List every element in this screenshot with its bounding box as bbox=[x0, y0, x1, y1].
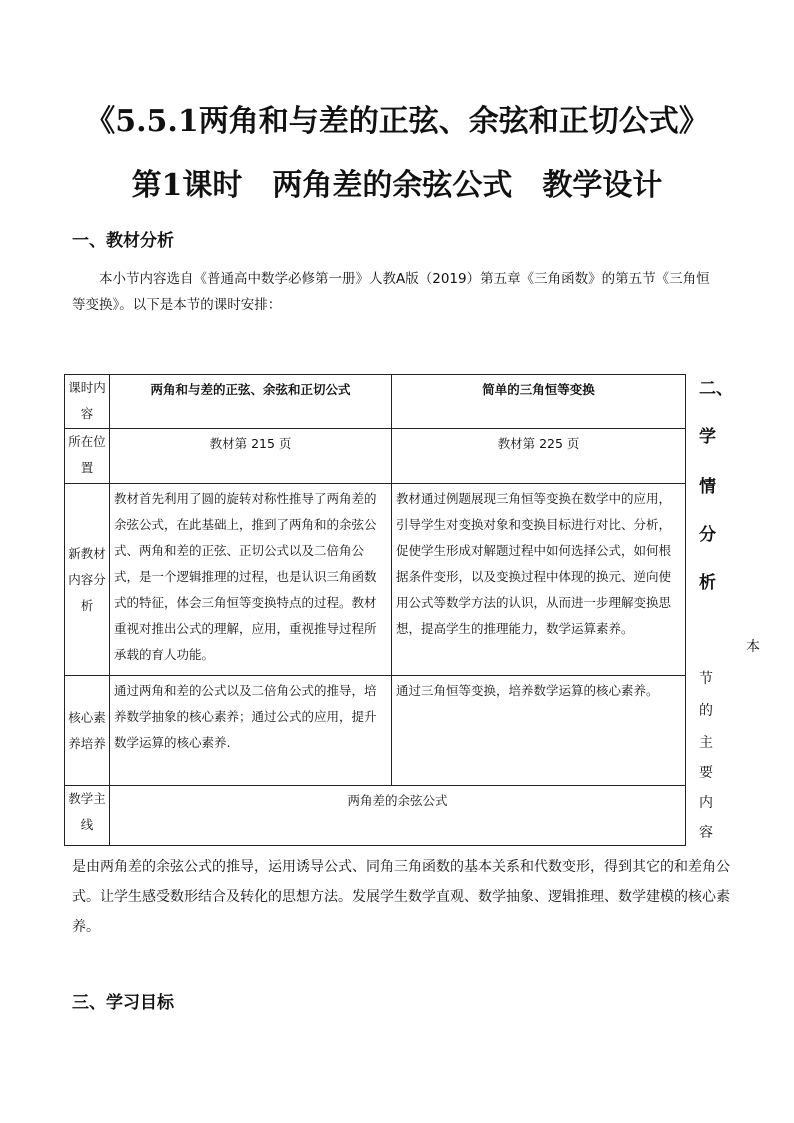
header-cell-simple-identity: 简单的三角恒等变换 bbox=[392, 375, 686, 429]
header-cell-sum-difference: 两角和与差的正弦、余弦和正切公式 bbox=[110, 375, 392, 429]
row-label-lesson-content: 课时内容 bbox=[65, 375, 110, 429]
lesson-schedule-table bbox=[64, 374, 686, 846]
learning-analysis-paragraph: 是由两角差的余弦公式的推导，运用诱导公式、同角三角函数的基本关系和代数变形，得到其它的和差角公式。让学生感受数形结合及转化的思想方法。发展学生数学直观、数学抽象、逻辑推理、数学建模的核心素养。 bbox=[72, 859, 730, 935]
side-text-char-4: 要 bbox=[699, 765, 713, 781]
cell-content-b: 教材通过例题展现三角恒等变换在数学中的应用，引导学生对变换对象和变换目标进行对比、分析，促使学生形成对解题过程中如何选择公式，如何根据条件变形，以及变换过程中体现的换元、逆向使用公式等数学方法的认识，从而进一步理解变换思想，提高学生的推理能力，数学运算素养。 bbox=[392, 484, 686, 676]
side-text-char-0: 本 bbox=[746, 639, 760, 655]
side-text-char-1: 节 bbox=[699, 671, 713, 687]
intro-paragraph: 本小节内容选自《普通高中数学必修第一册》人教A版（2019）第五章《三角函数》的第五节《三角恒等变换》。以下是本节的课时安排： bbox=[72, 271, 710, 313]
cell-content-a: 教材首先利用了圆的旋转对称性推导了两角差的余弦公式，在此基础上，推到了两角和的余弦公式、两角和差的正弦、正切公式以及二倍角公式，是一个逻辑推理的过程，也是认识三角函数式的特征，体会三角恒等变换特点的过程。教材重视对推出公式的理解，应用，重视推导过程所承载的育人功能。 bbox=[110, 484, 392, 676]
table-row-core-literacy bbox=[65, 676, 686, 786]
section-heading-learning-analysis-char-2: 情 bbox=[699, 477, 716, 497]
section-heading-learning-analysis-char-1: 学 bbox=[699, 427, 716, 447]
side-text-char-6: 容 bbox=[699, 825, 713, 841]
section-heading-learning-goals: 三、学习目标 bbox=[72, 993, 174, 1013]
table-row-content-analysis bbox=[65, 484, 686, 676]
table-row-main-line bbox=[65, 786, 686, 846]
table-row-location bbox=[65, 429, 686, 484]
section-heading-textbook-analysis: 一、教材分析 bbox=[72, 231, 174, 251]
section-heading-learning-analysis-char-4: 析 bbox=[699, 573, 716, 593]
row-label-location: 所在位置 bbox=[65, 429, 110, 484]
cell-main-line: 两角差的余弦公式 bbox=[110, 786, 686, 846]
row-label-content-analysis: 新教材内容分析 bbox=[65, 484, 110, 676]
side-text-char-2: 的 bbox=[699, 703, 713, 719]
document-title-line2: 第1课时 两角差的余弦公式 教学设计 bbox=[131, 168, 663, 203]
document-title-line1: 《5.5.1两角和与差的正弦、余弦和正切公式》 bbox=[85, 104, 709, 139]
cell-location-a: 教材第 215 页 bbox=[110, 429, 392, 484]
side-text-char-5: 内 bbox=[699, 795, 713, 811]
cell-core-b: 通过三角恒等变换，培养数学运算的核心素养。 bbox=[392, 676, 686, 786]
section-heading-learning-analysis-char-3: 分 bbox=[699, 525, 716, 545]
cell-core-a: 通过两角和差的公式以及二倍角公式的推导，培养数学抽象的核心素养；通过公式的应用，提升数学运算的核心素养. bbox=[110, 676, 392, 786]
row-label-core-literacy: 核心素养培养 bbox=[65, 676, 110, 786]
table-row-header bbox=[65, 375, 686, 429]
section-heading-learning-analysis-char-0: 二、 bbox=[699, 379, 733, 399]
row-label-main-line: 教学主线 bbox=[65, 786, 110, 846]
cell-location-b: 教材第 225 页 bbox=[392, 429, 686, 484]
side-text-char-3: 主 bbox=[699, 735, 713, 751]
